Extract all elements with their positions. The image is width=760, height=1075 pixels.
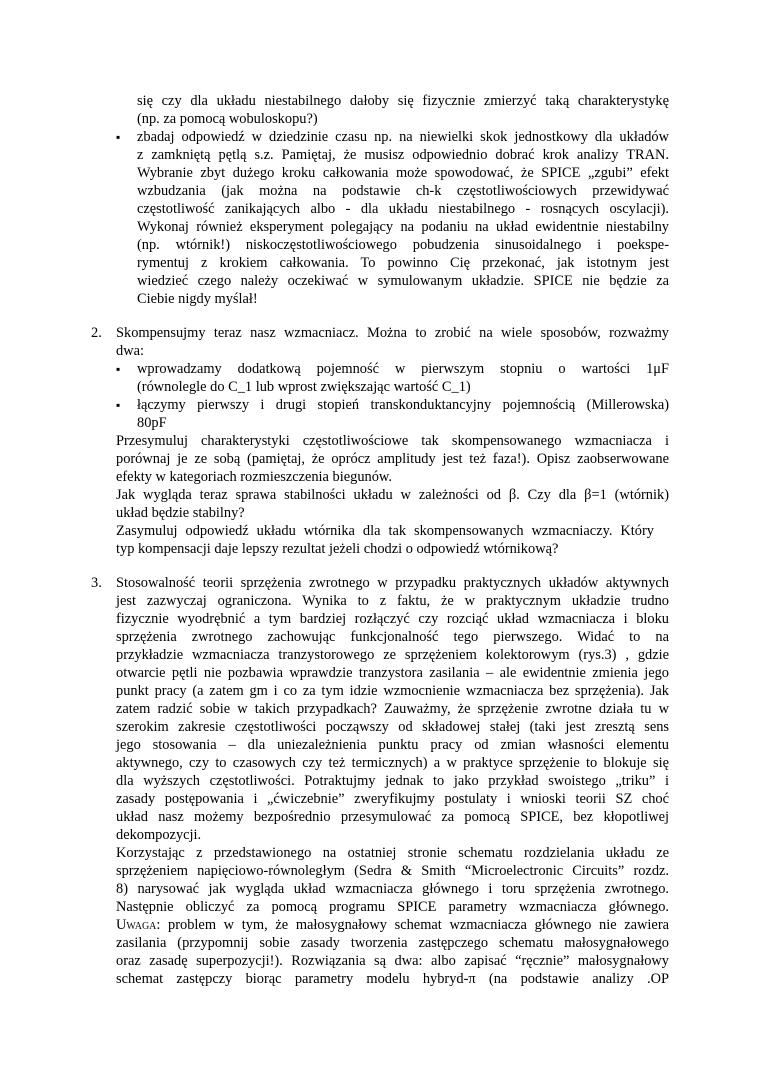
text-line: przykładzie wzmacniacza tranzystorowego ze sprzężeniem kolektorowym (rys.3) , gdzie bbox=[116, 647, 669, 663]
list-number: 3. bbox=[91, 575, 102, 591]
text-line: dla wyższych częstotliwości. Potraktujmy jednak to jako przykład swoistego „triku” i bbox=[116, 773, 669, 789]
text-line: 8) narysować jak wygląda układ wzmacniacza głównego i toru sprzężenia zwrotnego. bbox=[116, 881, 669, 897]
text-line-uwaga bbox=[116, 916, 669, 934]
text-line: sprzężeniem napięciowo-równoległym (Sedra & Smith “Microelectronic Circuits” rozdz. bbox=[116, 863, 669, 879]
text-line: zatem radzić sobie w takich przypadkach? Zauważmy, że sprzężenie zwrotne działa tu w bbox=[116, 701, 669, 717]
text-line: jest zazwyczaj ograniczona. Wynika to z faktu, że w praktycznym układzie trudno bbox=[116, 593, 669, 609]
text-line: (równolegle do C_1 lub wprost zwiększając wartość C_1) bbox=[137, 379, 471, 395]
text-line: zasilania (przypomnij sobie zasady tworzenia zastępczego schematu małosygnałowego bbox=[116, 935, 669, 951]
text-line: sprzężenia zwrotnego zachowując funkcjonalność tego pierwszego. Widać to na bbox=[116, 629, 669, 645]
text-line: dekompozycji. bbox=[116, 827, 202, 843]
text-line: szerokim zakresie częstotliwości począwszy od składowej stałej (taki jest zresztą sens bbox=[116, 719, 669, 735]
text-line: Następnie obliczyć za pomocą programu SPICE parametry wzmacniacza głównego. bbox=[116, 899, 669, 915]
text-line: z zamkniętą pętlą s.z. Pamiętaj, że musisz odpowiednio dobrać krok analizy TRAN. bbox=[137, 147, 669, 163]
text-line: Skompensujmy teraz nasz wzmacniacz. Można to zrobić na wiele sposobów, rozważmy bbox=[116, 325, 669, 341]
text-line: wiedzieć czego należy oczekiwać w symulowanym układzie. SPICE nie będzie za bbox=[137, 273, 669, 289]
square-bullet-icon: ▪ bbox=[116, 130, 121, 144]
text-line: Wybranie zbyt dużego kroku całkowania może spowodować, że SPICE „zgubi” efekt bbox=[137, 165, 669, 181]
text-line: się czy dla układu niestabilnego dałoby się fizycznie zmierzyć taką charakterystykę bbox=[137, 93, 669, 109]
text-line: układ będzie stabilny? bbox=[116, 505, 245, 521]
text-line: efekty w kategoriach rozmieszczenia biegunów. bbox=[116, 469, 392, 485]
text-line: (np. wtórnik!) niskoczęstotliwościowego pobudzenia sinusoidalnego i poekspe- bbox=[137, 237, 669, 253]
text-line: Zasymuluj odpowiedź układu wtórnika dla tak skompensowanych wzmacniaczy. Który bbox=[116, 523, 654, 539]
uwaga-text: : problem w tym, że małosygnałowy schemat wzmacniacza głównego nie zawiera bbox=[156, 917, 669, 933]
text-line: wprowadzamy dodatkową pojemność w pierwszym stopniu o wartości 1μF bbox=[137, 361, 669, 377]
text-line: porównaj je ze sobą (pamiętaj, że oprócz amplitudy jest też faza!). Opisz zaobserwowane bbox=[116, 451, 669, 467]
text-line: typ kompensacji daje lepszy rezultat jeżeli chodzi o odpowiedź wtórnikową? bbox=[116, 541, 559, 557]
text-line: fizycznie wyodrębnić a tym bardziej rozłączyć czy rozciąć układ wzmacniacza i bloku bbox=[116, 611, 669, 627]
text-line: Przesymuluj charakterystyki częstotliwościowe tak skompensowanego wzmacniacza i bbox=[116, 433, 669, 449]
text-line: Jak wygląda teraz sprawa stabilności układu w zależności od β. Czy dla β=1 (wtórnik) bbox=[116, 487, 669, 503]
text-line: punkt pracy (a zatem gm i co za tym idzie wzmocnienie wzmacniacza bez sprzężenia). Jak bbox=[116, 683, 669, 699]
text-line: Wykonaj również eksperyment polegający na podaniu na układ ewidentnie niestabilny bbox=[137, 219, 669, 235]
text-line: dwa: bbox=[116, 343, 144, 359]
square-bullet-icon: ▪ bbox=[116, 398, 121, 412]
text-line: rymentuj z krokiem całkowania. To powinno Cię przekonać, jak istotnym jest bbox=[137, 255, 669, 271]
text-line: wzbudzania (jak można na podstawie ch-k częstotliwościowych przewidywać bbox=[137, 183, 669, 199]
text-line: zbadaj odpowiedź w dziedzinie czasu np. na niewielki skok jednostkowy dla układów bbox=[137, 129, 669, 145]
list-number: 2. bbox=[91, 325, 102, 341]
text-line: łączymy pierwszy i drugi stopień transkonduktancyjny pojemnością (Millerowska) bbox=[137, 397, 669, 413]
text-line: aktywnego, czy to czasowych czy też termicznych) a w praktyce sprzężenie to blokuje się bbox=[116, 755, 669, 771]
uwaga-label: Uwaga bbox=[116, 917, 157, 933]
text-line: Stosowalność teorii sprzężenia zwrotnego w przypadku praktycznych układów aktywnych bbox=[116, 575, 669, 591]
text-line: zasady postępowania i „ćwiczebnie” zweryfikujmy postulaty i wnioski teorii SZ choć bbox=[116, 791, 669, 807]
text-line: 80pF bbox=[137, 415, 167, 431]
text-line: oraz zasadę superpozycji!). Rozwiązania są dwa: albo zapisać “ręcznie” małosygnałowy bbox=[116, 953, 669, 969]
square-bullet-icon: ▪ bbox=[116, 362, 121, 376]
text-line: Ciebie nigdy myślał! bbox=[137, 291, 258, 307]
text-line: jego stosowania – dla uniezależnienia punktu pracy od zmian własności elementu bbox=[116, 737, 669, 753]
text-line: Korzystając z przedstawionego na ostatniej stronie schematu rozdzielania układu ze bbox=[116, 845, 669, 861]
text-line: schemat zastępczy biorąc parametry modelu hybryd-π (na podstawie analizy .OP bbox=[116, 971, 669, 987]
text-line: częstotliwość zanikających albo - dla układu niestabilnego - rosnących oscylacji). bbox=[137, 201, 669, 217]
text-line: układ nasz możemy bezpośrednio przesymulować za pomocą SPICE, bez kłopotliwej bbox=[116, 809, 669, 825]
text-line: (np. za pomocą wobuloskopu?) bbox=[137, 111, 318, 127]
text-line: otwarcie pętli nie pozbawia wprawdzie tranzystora zasilania – ale ewidentnie zmienia jego bbox=[116, 665, 669, 681]
